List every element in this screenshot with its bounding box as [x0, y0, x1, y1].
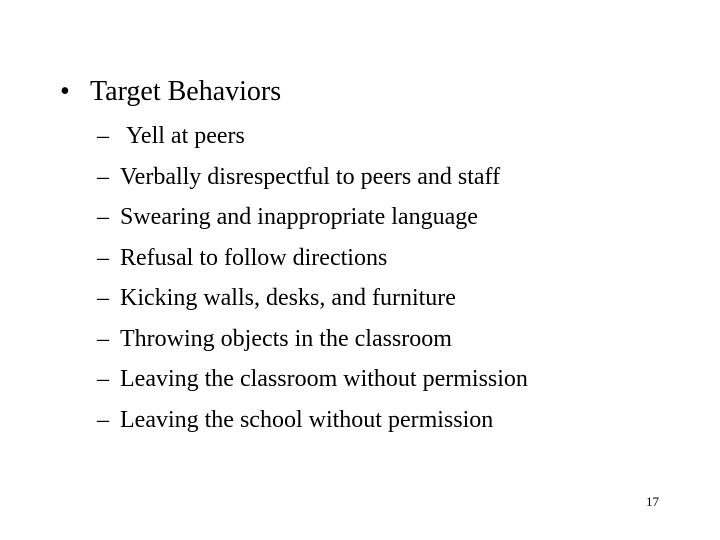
list-item-text: Verbally disrespectful to peers and staff: [120, 163, 501, 190]
list-item-text: Throwing objects in the classroom: [120, 325, 452, 352]
page-number: 17: [646, 494, 659, 509]
list-item-text: Leaving the classroom without permission: [120, 366, 528, 392]
list-item: [97, 157, 528, 198]
dash-icon: –: [97, 204, 109, 230]
list-item-text: Yell at peers: [126, 123, 245, 149]
list-item-text: Refusal to follow directions: [120, 244, 388, 271]
dash-icon: –: [97, 406, 109, 433]
dash-icon: –: [97, 366, 109, 392]
list-item: [97, 238, 528, 279]
list-item-text: Kicking walls, desks, and furniture: [120, 285, 456, 311]
list-item: [97, 197, 528, 238]
list-item: [97, 400, 528, 441]
list-item: [97, 319, 528, 360]
main-bullet: [60, 74, 281, 110]
list-item: [97, 359, 528, 400]
bullet-icon: •: [60, 76, 70, 107]
list-item-text: Leaving the school without permission: [120, 406, 494, 433]
sub-bullet-list: [97, 116, 528, 440]
list-item: [97, 278, 528, 319]
list-item: [97, 116, 528, 157]
dash-icon: –: [97, 325, 109, 352]
dash-icon: –: [97, 163, 109, 190]
bullet-heading: Target Behaviors: [90, 76, 282, 107]
list-item-text: Swearing and inappropriate language: [120, 204, 478, 230]
dash-icon: –: [97, 244, 109, 271]
dash-icon: –: [97, 123, 109, 149]
dash-icon: –: [97, 285, 109, 311]
